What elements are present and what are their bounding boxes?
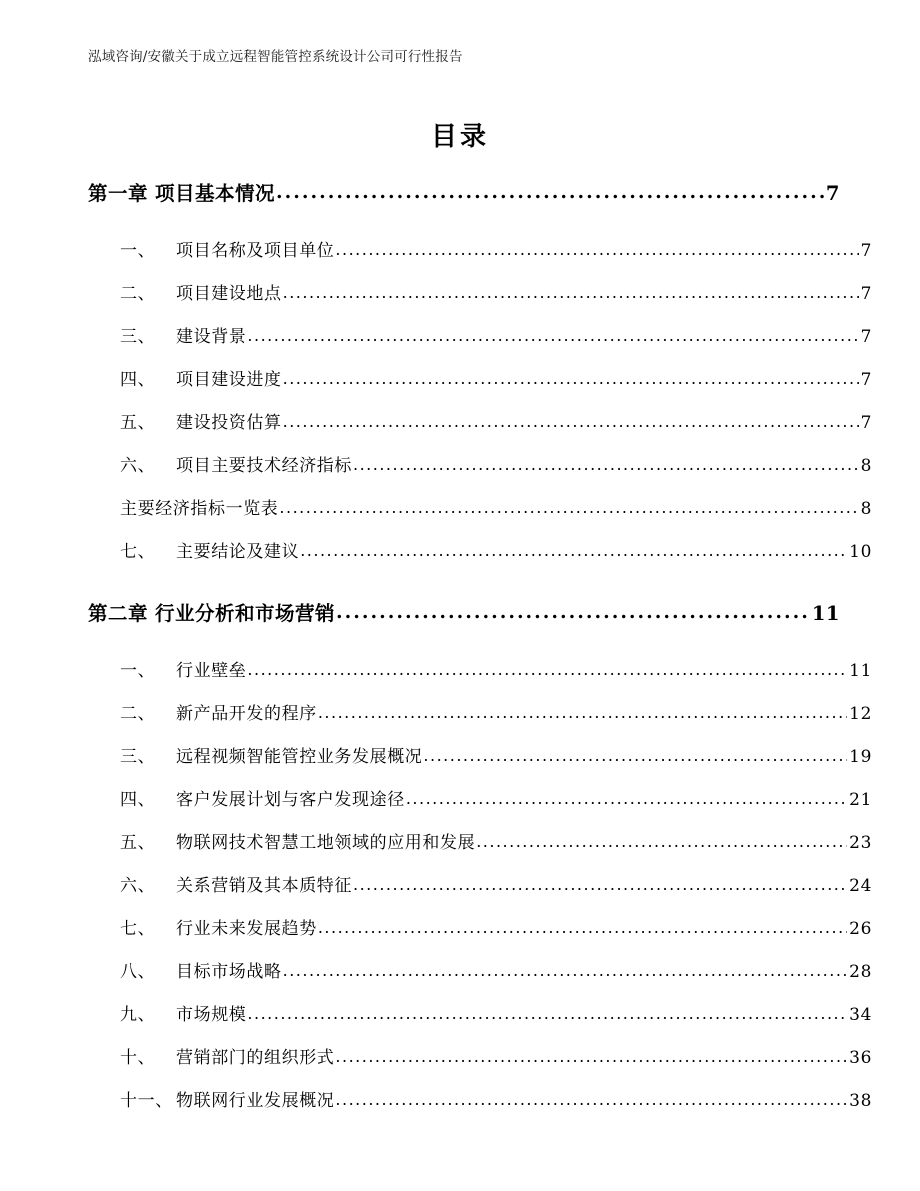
toc-dot-leader — [279, 501, 858, 518]
toc-page-number: 10 — [849, 542, 872, 562]
toc-section-entry[interactable] — [88, 871, 872, 914]
toc-entry-label: 物联网技术智慧工地领域的应用和发展 — [176, 833, 476, 853]
table-of-contents — [88, 178, 872, 1129]
toc-dot-leader — [318, 921, 847, 938]
toc-dot-leader — [283, 964, 848, 981]
toc-entry-label: 行业分析和市场营销 — [155, 602, 336, 625]
toc-entry-number: 二、 — [120, 284, 156, 304]
toc-entry-label: 建设投资估算 — [176, 413, 282, 433]
toc-dot-leader — [247, 663, 847, 680]
toc-page-number: 38 — [849, 1091, 872, 1111]
toc-section-entry[interactable] — [88, 785, 872, 828]
toc-page-number: 11 — [811, 602, 840, 625]
toc-spacer — [88, 216, 840, 236]
toc-chapter-entry[interactable] — [88, 178, 840, 216]
toc-page-number: 36 — [849, 1048, 872, 1068]
toc-entry-number: 三、 — [120, 327, 156, 347]
toc-entry-number: 十一、 — [120, 1091, 173, 1111]
toc-dot-leader — [318, 706, 847, 723]
toc-entry-label: 项目建设地点 — [176, 284, 282, 304]
toc-entry-label: 主要结论及建议 — [176, 542, 300, 562]
toc-page-number: 7 — [825, 182, 840, 205]
toc-entry-number: 七、 — [120, 542, 156, 562]
toc-entry-number: 四、 — [120, 370, 156, 390]
toc-entry-label: 项目建设进度 — [176, 370, 282, 390]
toc-section-entry[interactable] — [88, 828, 872, 871]
toc-entry-label: 关系营销及其本质特征 — [176, 876, 352, 896]
toc-page-number: 21 — [849, 790, 872, 810]
toc-entry-label: 客户发展计划与客户发现途径 — [176, 790, 405, 810]
toc-section-entry[interactable] — [88, 537, 872, 580]
toc-entry-label: 目标市场战略 — [176, 962, 282, 982]
toc-page-number: 19 — [849, 747, 872, 767]
toc-entry-label: 项目基本情况 — [155, 182, 276, 205]
toc-entry-number: 二、 — [120, 704, 156, 724]
toc-spacer — [88, 636, 840, 656]
toc-entry-label: 物联网行业发展概况 — [176, 1091, 335, 1111]
toc-dot-leader — [283, 286, 859, 303]
toc-page-number: 8 — [860, 456, 872, 476]
toc-entry-label: 项目名称及项目单位 — [176, 241, 335, 261]
toc-entry-label: 建设背景 — [176, 327, 247, 347]
toc-dot-leader — [247, 1007, 847, 1024]
page-title: 目录 — [430, 122, 489, 152]
toc-section-entry[interactable] — [88, 451, 872, 494]
running-header: 泓域咨询/安徽关于成立远程智能管控系统设计公司可行性报告 — [88, 49, 463, 65]
toc-entry-number: 四、 — [120, 790, 156, 810]
toc-entry-number: 六、 — [120, 456, 156, 476]
toc-page-number: 8 — [860, 499, 872, 519]
toc-dot-leader — [283, 372, 859, 389]
toc-entry-number: 一、 — [120, 241, 156, 261]
toc-section-entry[interactable] — [88, 742, 872, 785]
toc-entry-label: 营销部门的组织形式 — [176, 1048, 335, 1068]
toc-entry-number: 六、 — [120, 876, 156, 896]
toc-entry-number: 十、 — [120, 1048, 156, 1068]
toc-section-entry[interactable] — [88, 1086, 872, 1129]
toc-page-number: 7 — [860, 413, 872, 433]
toc-entry-number: 八、 — [120, 962, 156, 982]
toc-entry-label: 行业未来发展趋势 — [176, 919, 317, 939]
toc-entry-label: 项目主要技术经济指标 — [176, 456, 352, 476]
toc-entry-label: 新产品开发的程序 — [176, 704, 317, 724]
toc-page-number: 11 — [849, 661, 872, 681]
toc-entry-label: 主要经济指标一览表 — [120, 499, 279, 519]
toc-entry-label: 市场规模 — [176, 1005, 247, 1025]
toc-entry-number: 三、 — [120, 747, 156, 767]
toc-dot-leader — [406, 792, 847, 809]
toc-section-entry[interactable] — [88, 957, 872, 1000]
toc-dot-leader — [276, 185, 824, 205]
toc-page-number: 7 — [860, 241, 872, 261]
toc-section-entry[interactable] — [88, 408, 872, 451]
toc-page-number: 26 — [849, 919, 872, 939]
toc-dot-leader — [247, 329, 858, 346]
toc-dot-leader — [300, 544, 847, 561]
toc-chapter-entry[interactable] — [88, 598, 840, 636]
toc-entry-number: 第一章 — [88, 182, 149, 205]
toc-page-number: 23 — [849, 833, 872, 853]
toc-page-number: 7 — [860, 327, 872, 347]
toc-dot-leader — [335, 1093, 847, 1110]
toc-page-number: 24 — [849, 876, 872, 896]
toc-dot-leader — [423, 749, 847, 766]
toc-entry-number: 五、 — [120, 413, 156, 433]
toc-section-entry[interactable] — [88, 236, 872, 279]
toc-dot-leader — [353, 878, 847, 895]
toc-section-entry[interactable] — [88, 914, 872, 957]
toc-dot-leader — [336, 605, 810, 625]
toc-page-number: 34 — [849, 1005, 872, 1025]
toc-section-entry[interactable] — [88, 322, 872, 365]
toc-section-entry[interactable] — [88, 365, 872, 408]
toc-dot-leader — [283, 415, 859, 432]
toc-dot-leader — [335, 243, 858, 260]
toc-spacer — [88, 580, 840, 598]
toc-section-entry[interactable] — [88, 279, 872, 322]
toc-entry-number: 五、 — [120, 833, 156, 853]
toc-entry-number: 一、 — [120, 661, 156, 681]
toc-page-number: 7 — [860, 370, 872, 390]
toc-entry-label: 行业壁垒 — [176, 661, 247, 681]
toc-section-entry[interactable] — [88, 1000, 872, 1043]
toc-page-number: 28 — [849, 962, 872, 982]
toc-section-entry[interactable] — [88, 494, 872, 537]
toc-entry-number: 九、 — [120, 1005, 156, 1025]
toc-page-number: 7 — [860, 284, 872, 304]
toc-section-entry[interactable] — [88, 656, 872, 699]
toc-dot-leader — [476, 835, 847, 852]
toc-page-number: 12 — [849, 704, 872, 724]
toc-entry-label: 远程视频智能管控业务发展概况 — [176, 747, 423, 767]
toc-dot-leader — [353, 458, 859, 475]
toc-section-entry[interactable] — [88, 1043, 872, 1086]
toc-entry-number: 第二章 — [88, 602, 149, 625]
toc-entry-number: 七、 — [120, 919, 156, 939]
toc-dot-leader — [335, 1050, 847, 1067]
toc-section-entry[interactable] — [88, 699, 872, 742]
